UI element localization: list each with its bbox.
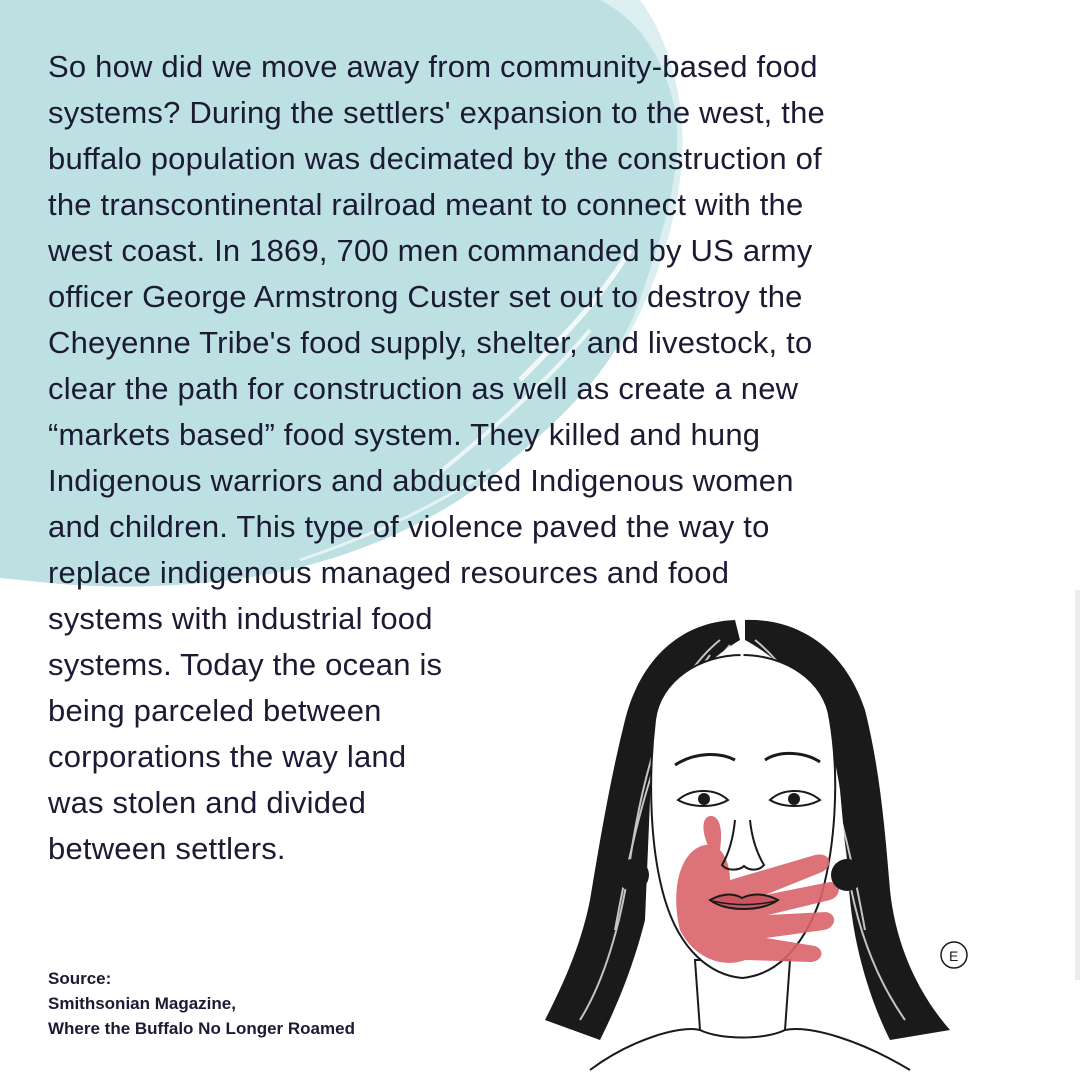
paragraph-line: replace indigenous managed resources and food xyxy=(48,555,730,590)
paragraph-line: systems? During the settlers' expansion to the west, the xyxy=(48,95,825,130)
paragraph-line: was stolen and divided xyxy=(48,785,367,820)
right-edge-divider xyxy=(1075,590,1080,980)
paragraph-line: “markets based” food system. They killed and hung xyxy=(48,417,761,452)
paragraph-line: Indigenous warriors and abducted Indigenous women xyxy=(48,463,794,498)
right-earring xyxy=(831,859,863,891)
source-article-title: Where the Buffalo No Longer Roamed xyxy=(48,1019,355,1038)
paragraph-line: So how did we move away from community-based food xyxy=(48,49,818,84)
artist-signature-mark xyxy=(941,942,967,968)
paragraph-line: being parceled between xyxy=(48,693,382,728)
paragraph-line: officer George Armstrong Custer set out to destroy the xyxy=(48,279,803,314)
paragraph-line: systems with industrial food xyxy=(48,601,433,636)
paragraph-line: buffalo population was decimated by the construction of xyxy=(48,141,822,176)
paragraph-line: between settlers. xyxy=(48,831,286,866)
source-label: Source: xyxy=(48,969,112,988)
source-publication: Smithsonian Magazine, xyxy=(48,994,236,1013)
paragraph-line: the transcontinental railroad meant to connect with the xyxy=(48,187,804,222)
paragraph-line: systems. Today the ocean is xyxy=(48,647,443,682)
source-citation xyxy=(48,966,355,1041)
left-earring xyxy=(617,859,649,891)
svg-text:E: E xyxy=(949,948,959,964)
paragraph-line: west coast. In 1869, 700 men commanded by US army xyxy=(48,233,813,268)
paragraph-line: corporations the way land xyxy=(48,739,407,774)
paragraph-line: and children. This type of violence paved the way to xyxy=(48,509,770,544)
portrait-illustration xyxy=(530,600,1000,1080)
paragraph-line: Cheyenne Tribe's food supply, shelter, and livestock, to xyxy=(48,325,813,360)
paragraph-line: clear the path for construction as well as create a new xyxy=(48,371,799,406)
